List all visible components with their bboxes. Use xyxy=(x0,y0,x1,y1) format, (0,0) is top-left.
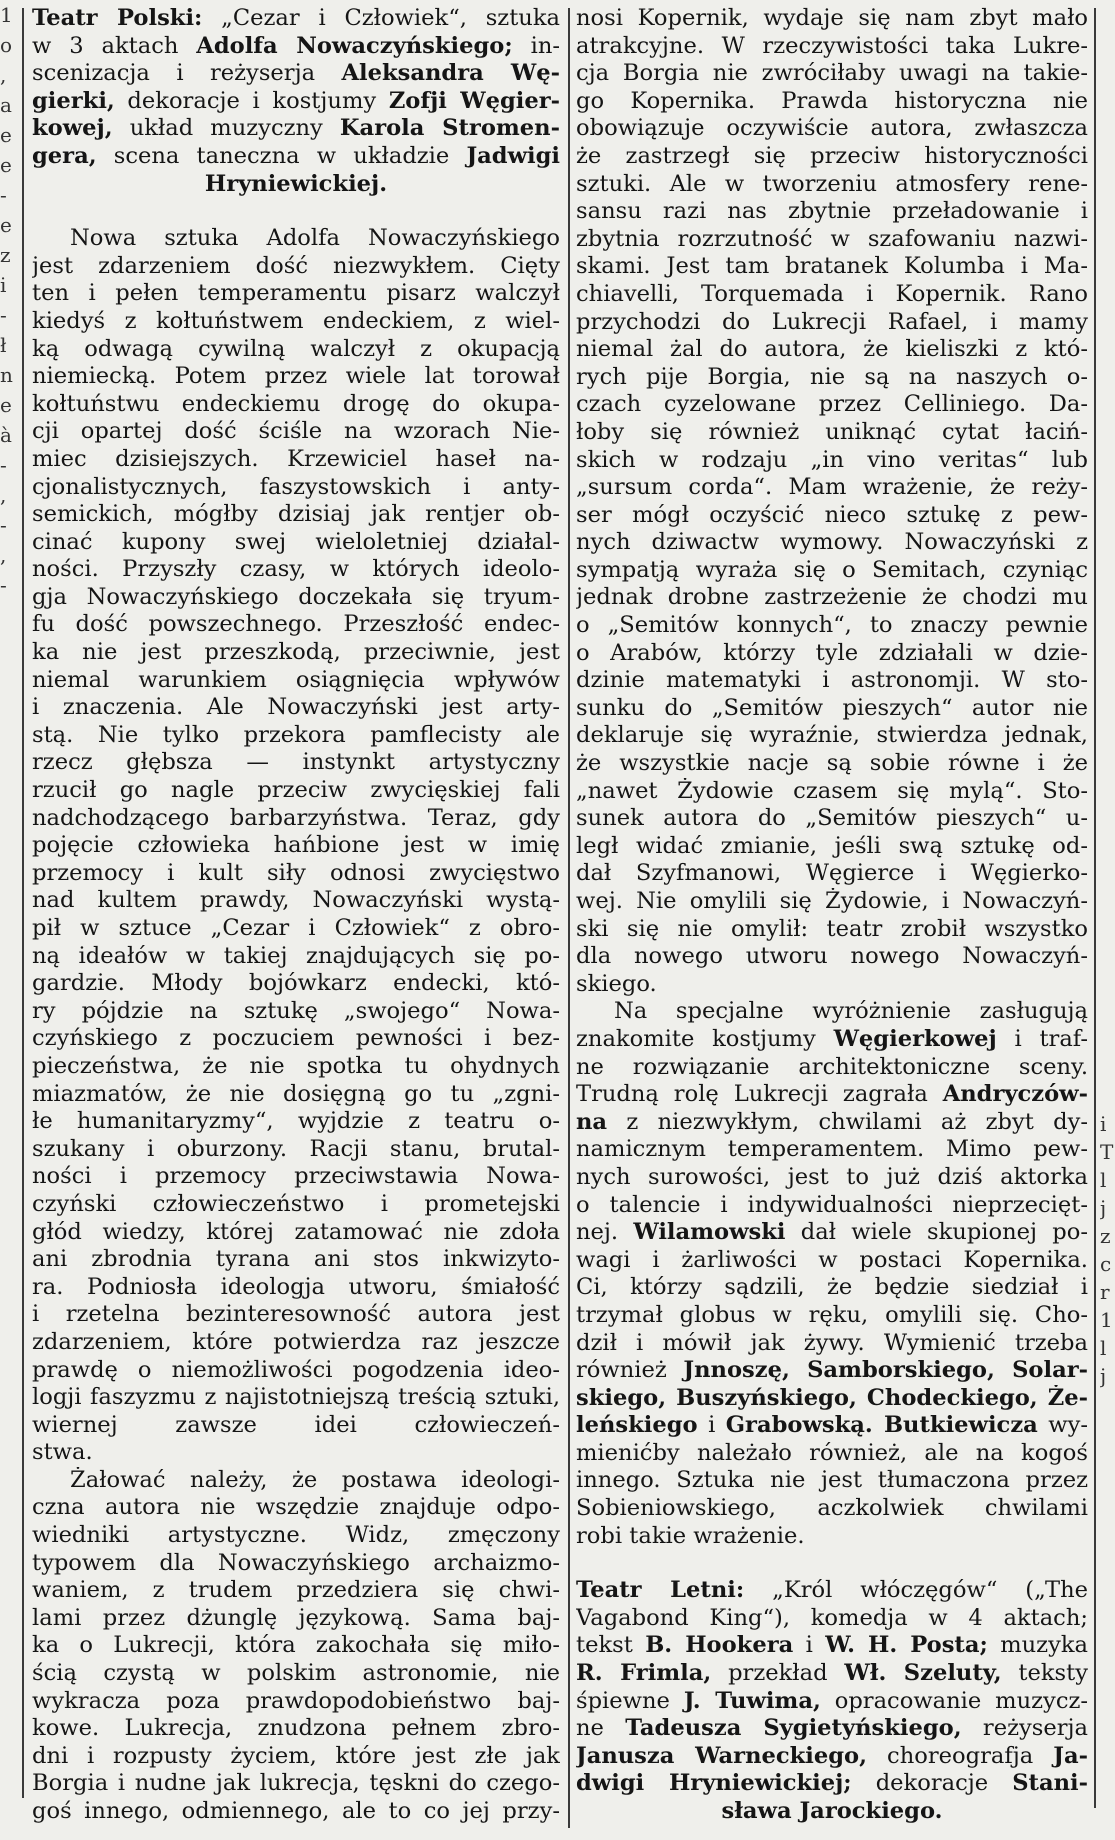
left-column xyxy=(32,5,560,1826)
text-line: nych surowości, jest to już dziś aktorka xyxy=(576,1163,1088,1190)
text-line: głód wiedzy, której zatamować nie zdoła xyxy=(32,1218,560,1245)
text-line: Żałować należy, że postawa ideologi- xyxy=(70,1466,560,1493)
text-line: również Jnnoszę, Samborskiego, Solar- xyxy=(576,1357,1088,1384)
text-line: nosi Kopernik, wydaje się nam zbyt mało xyxy=(576,5,1088,31)
text-line: dzinie matematyki i astronomji. W sto- xyxy=(576,667,1088,694)
text-line: Sobieniowskiego, aczkolwiek chwilami xyxy=(576,1495,1088,1522)
text-line: rzucił go nagle przeciw zwycięskiej fali xyxy=(32,777,560,804)
text-line: sztuki. Ale w tworzeniu atmosfery rene- xyxy=(576,170,1088,197)
text-line: gardzie. Młody bojówkarz endecki, któ- xyxy=(32,970,560,997)
text-line: stą. Nie tylko przekora pamflecisty ale xyxy=(32,721,560,748)
text-line: cjonalistycznych, faszystowskich i anty- xyxy=(32,473,560,500)
text-line: sympatją wyraża się o Semitach, czyniąc xyxy=(576,556,1088,583)
text-line: innego. Sztuka nie jest tłumaczona przez xyxy=(576,1467,1088,1494)
text-line: niemiecką. Potem przez wiele lat torował xyxy=(32,363,560,390)
text-line: logji faszyzmu z najistotniejszą treścią sztuki, xyxy=(32,1384,560,1411)
text-line: śpiewne J. Tuwima, opracowanie muzycz- xyxy=(576,1687,1088,1714)
text-line: pił w sztuce „Cezar i Człowiek“ z obro- xyxy=(32,915,560,941)
left-margin-fragments xyxy=(0,0,16,1840)
text-line: scenizacja i reżyserja Aleksandra Wę- xyxy=(32,60,560,87)
text-line: kowe. Lukrecja, znudzona pełnem zbro- xyxy=(32,1715,560,1742)
text-line: go Kopernika. Prawda historyczna nie xyxy=(576,87,1088,114)
text-line: jest zdarzeniem dość niezwykłem. Cięty xyxy=(32,252,560,279)
text-line: leńskiego i Grabowską. Butkiewicza wy- xyxy=(576,1412,1088,1439)
text-line: trzymał globus w ręku, omylili się. Cho- xyxy=(576,1301,1088,1328)
text-line: szukany i oburzony. Racji stanu, brutal- xyxy=(32,1135,560,1162)
text-line: cinać kupony swej wieloletniej działal- xyxy=(32,528,560,555)
text-line: miazmatów, że nie dosięgną go tu „zgni- xyxy=(32,1080,560,1107)
text-line: R. Frimla, przekład Wł. Szeluty, teksty xyxy=(576,1660,1088,1687)
text-line: wiernej zawsze idei człowieczeń- xyxy=(32,1411,560,1438)
text-line: o Arabów, którzy tyle zdziałali w dzie- xyxy=(576,639,1088,666)
text-line: dla nowego utworu nowego Nowaczyń- xyxy=(576,943,1088,970)
text-line: ności i przemocy przeciwstawia Nowa- xyxy=(32,1163,560,1190)
text-line: atrakcyjne. W rzeczywistości taka Lukre- xyxy=(576,32,1088,59)
text-line: robi takie wrażenie. xyxy=(576,1522,805,1549)
text-line: gierki, dekoracje i kostjumy Zofji Węgier- xyxy=(32,87,560,114)
text-line: w 3 aktach Adolfa Nowaczyńskiego; in- xyxy=(32,32,560,59)
text-line: Ci, którzy sądzili, że będzie siedział i xyxy=(576,1274,1088,1301)
middle-column-rule xyxy=(568,8,570,1828)
text-line: miec dzisiejszych. Krzewiciel haseł na- xyxy=(32,445,560,472)
review-paragraph-2 xyxy=(32,1467,560,1826)
text-line: ry pójdzie na sztukę „swojego“ Nowa- xyxy=(32,997,560,1024)
text-line: cji opartej dość ściśle na wzorach Nie- xyxy=(32,418,560,445)
text-line: przychodzi do Lukrecji Rafael, i mamy xyxy=(576,308,1088,335)
text-line: sansu razi nas zbytnie przeładowanie i xyxy=(576,198,1088,225)
review-paragraph-1 xyxy=(32,225,560,1467)
text-line: wiedniki artystyczne. Widz, zmęczony xyxy=(32,1522,560,1549)
text-line: waniem, z trudem przedziera się chwi- xyxy=(32,1577,560,1604)
text-line: ser mógł oczyścić nieco sztukę z pew- xyxy=(576,501,1088,528)
text-line: wagi i żarliwości w postaci Kopernika. xyxy=(576,1246,1088,1273)
text-line: kiedyś z kołtuństwem endeckiem, z wiel- xyxy=(32,307,560,334)
text-line: sunek autora do „Semitów pieszych“ u- xyxy=(576,805,1088,832)
text-line: dwigi Hryniewickiej; dekoracje Stani- xyxy=(576,1770,1088,1797)
text-line: czach cyzelowane przez Celliniego. Da- xyxy=(576,391,1088,418)
text-line: ności. Przyszły czasy, w których ideolo- xyxy=(32,556,560,583)
text-line: łoby się również uniknąć cytat łaciń- xyxy=(576,418,1088,445)
left-column-rule xyxy=(22,8,24,1798)
text-line: niemal żal do autora, że kieliszki z któ- xyxy=(576,336,1088,363)
text-line: i znaczenia. Ale Nowaczyński jest arty- xyxy=(32,694,560,721)
text-line: nadchodzącego barbarzyństwa. Teraz, gdy xyxy=(32,804,560,831)
review-paragraph-4 xyxy=(576,998,1088,1550)
letni-last-line: sława Jarockiego. xyxy=(721,1798,943,1824)
text-line: kowej, układ muzyczny Karola Stromen- xyxy=(32,115,560,142)
text-line: typowem dla Nowaczyńskiego archaizmo- xyxy=(32,1549,560,1576)
text-line: mienićby należało również, ale na kogoś xyxy=(576,1439,1088,1466)
text-line: rzecz głębsza — instynkt artystyczny xyxy=(32,749,560,776)
text-line: pojęcie człowieka hańbione jest w imię xyxy=(32,832,560,859)
review-paragraph-3 xyxy=(576,5,1088,998)
text-line: przemocy i kult siły odnosi zwycięstwo xyxy=(32,859,560,886)
teatr-polski-header xyxy=(32,5,560,171)
text-line: zdarzeniem, które potwierdza raz jeszcze xyxy=(32,1328,560,1355)
text-line: dni i rozpusty życiem, które jest złe jak xyxy=(32,1742,560,1769)
text-line: zbytnia rozrzutność w szafowaniu nazwi- xyxy=(576,225,1088,252)
text-line: ne rozwiązanie architektoniczne sceny. xyxy=(576,1053,1088,1080)
text-line: i rzetelna bezinteresowność autora jest xyxy=(32,1301,560,1328)
text-line: ścią czystą w polskim astronomie, nie xyxy=(32,1660,560,1687)
text-line: ten i pełen temperamentu pisarz walczył xyxy=(32,280,560,307)
text-line: Nowa sztuka Adolfa Nowaczyńskiego xyxy=(70,225,560,252)
header-last-line: Hryniewickiej. xyxy=(204,170,388,197)
text-line: czna autora nie wszędzie znajduje odpo- xyxy=(32,1494,560,1521)
teatr-letni-last xyxy=(576,1798,1088,1826)
text-line: Borgia i nudne jak lukrecja, tęskni do czego- xyxy=(32,1770,560,1797)
text-line: o talencie i indywidualności nieprzecięt- xyxy=(576,1191,1088,1218)
text-line: skich w rodzaju „in vino veritas“ lub xyxy=(576,446,1088,473)
text-line: skiego. xyxy=(576,970,657,997)
text-line: ani zbrodnia tyrana ani stos inkwizyto- xyxy=(32,1246,560,1273)
text-line: ką odwagą cywilną walczył z okupacją xyxy=(32,335,560,362)
text-line: nych dziwactw wymowy. Nowaczyński z xyxy=(576,529,1088,556)
spacer xyxy=(32,198,560,225)
text-line: gja Nowaczyńskiego doczekała się tryum- xyxy=(32,583,560,610)
text-line: „nawet Żydowie czasem się mylą“. Sto- xyxy=(576,777,1088,804)
text-line: Teatr Polski: „Cezar i Człowiek“, sztuka xyxy=(32,5,560,31)
text-line: Na specjalne wyróżnienie zasługują xyxy=(614,998,1088,1025)
text-line: Trudną rolę Lukrecji zagrała Andryczów- xyxy=(576,1081,1088,1108)
text-line: jednak drobne zastrzeżenie że chodzi mu xyxy=(576,584,1088,611)
right-column-rule xyxy=(1094,8,1096,1808)
text-line: o „Semitów konnych“, to znaczy pewnie xyxy=(576,612,1088,639)
text-line: prawdę o niemożliwości pogodzenia ideo- xyxy=(32,1356,560,1383)
text-line: ną ideałów w takiej znajdujących się po- xyxy=(32,942,560,969)
text-line: nad kultem prawdy, Nowaczyński wystą- xyxy=(32,887,560,914)
text-line: skiego, Buszyńskiego, Chodeckiego, Że- xyxy=(576,1384,1088,1411)
text-line: Vagabond King“), komedja w 4 aktach; xyxy=(576,1604,1088,1631)
text-line: czyński człowieczeństwo i prometejski xyxy=(32,1190,560,1217)
text-line: ka o Lukrecji, która zakochała się miło- xyxy=(32,1632,560,1659)
text-line: sunku do „Semitów pieszych“ autor nie xyxy=(576,694,1088,721)
left-margin-text: 1 o , a e e - e z i - ł n e à - , - , - xyxy=(0,3,13,597)
right-margin-fragments xyxy=(1100,1110,1115,1390)
text-line: dał Szyfmanowi, Węgierce i Węgierko- xyxy=(576,860,1088,887)
text-line: Janusza Warneckiego, choreografja Ja- xyxy=(576,1742,1088,1769)
text-line: znakomite kostjumy Węgierkowej i traf- xyxy=(576,1025,1088,1052)
text-line: goś innego, odmiennego, ale to co jej przy- xyxy=(32,1798,560,1824)
text-line: ra. Podniosła ideologja utworu, śmiałość xyxy=(32,1273,560,1300)
text-line: ka nie jest przeszkodą, przeciwnie, jest xyxy=(32,639,560,666)
text-line: obowiązuje oczywiście autora, zwłaszcza xyxy=(576,115,1088,142)
text-line: semickich, mógłby dzisiaj jak rentjer ob- xyxy=(32,501,560,528)
text-line: niemal warunkiem osiągnięcia wpływów xyxy=(32,666,560,693)
text-line: legł widać zmianie, jeśli swą sztukę od- xyxy=(576,832,1088,859)
text-line: lami przez dżunglę językową. Sama baj- xyxy=(32,1604,560,1631)
text-line: stwa. xyxy=(32,1439,93,1466)
text-line: deklaruje się wyraźnie, stwierdza jednak, xyxy=(576,722,1088,749)
text-line: łe humanitaryzmy“, wyjdzie z teatru o- xyxy=(32,1108,560,1135)
text-line: tekst B. Hookera i W. H. Posta; muzyka xyxy=(576,1632,1088,1659)
text-line: pieczeństwa, że nie spotka tu ohydnych xyxy=(32,1052,560,1079)
teatr-polski-header-last xyxy=(32,171,560,199)
teatr-letni-notice xyxy=(576,1577,1088,1798)
text-line: gera, scena taneczna w układzie Jadwigi xyxy=(32,142,560,169)
text-line: chiavelli, Torquemada i Kopernik. Rano xyxy=(576,280,1088,307)
text-line: że zastrzegł się przeciw historyczności xyxy=(576,142,1088,169)
text-line: ne Tadeusza Sygietyńskiego, reżyserja xyxy=(576,1715,1088,1742)
text-line: skami. Jest tam bratanek Kolumba i Ma- xyxy=(576,253,1088,280)
text-line: namicznym temperamentem. Mimo pew- xyxy=(576,1136,1088,1163)
text-line: na z niezwykłym, chwilami aż zbyt dy- xyxy=(576,1108,1088,1135)
text-line: Teatr Letni: „Król włóczęgów“ („The xyxy=(576,1577,1088,1604)
text-line: wykracza poza prawdopodobieństwo baj- xyxy=(32,1687,560,1714)
text-line: czyńskiego z poczuciem pewności i bez- xyxy=(32,1025,560,1052)
text-line: „sursum corda“. Mam wrażenie, że reży- xyxy=(576,474,1088,501)
spacer xyxy=(576,1550,1088,1577)
text-line: ski się nie omylił: teatr zrobił wszystko xyxy=(576,915,1088,942)
text-line: dził i mówił jak żywy. Wymienić trzeba xyxy=(576,1329,1088,1356)
right-margin-text: i T l j z c r 1 l j xyxy=(1100,1112,1114,1388)
text-line: kołtuństwu endeckiemu drogę do okupa- xyxy=(32,390,560,417)
text-line: że wszystkie nacje są sobie równe i że xyxy=(576,750,1088,777)
text-line: cja Borgia nie zwróciłaby uwagi na takie- xyxy=(576,60,1088,87)
text-line: wej. Nie omylili się Żydowie, i Nowaczyń- xyxy=(576,888,1088,914)
text-line: rych pije Borgia, nie są na naszych o- xyxy=(576,363,1088,390)
text-line: fu dość powszechnego. Przeszłość endec- xyxy=(32,611,560,638)
right-column xyxy=(576,5,1088,1826)
text-line: nej. Wilamowski dał wiele skupionej po- xyxy=(576,1219,1088,1246)
